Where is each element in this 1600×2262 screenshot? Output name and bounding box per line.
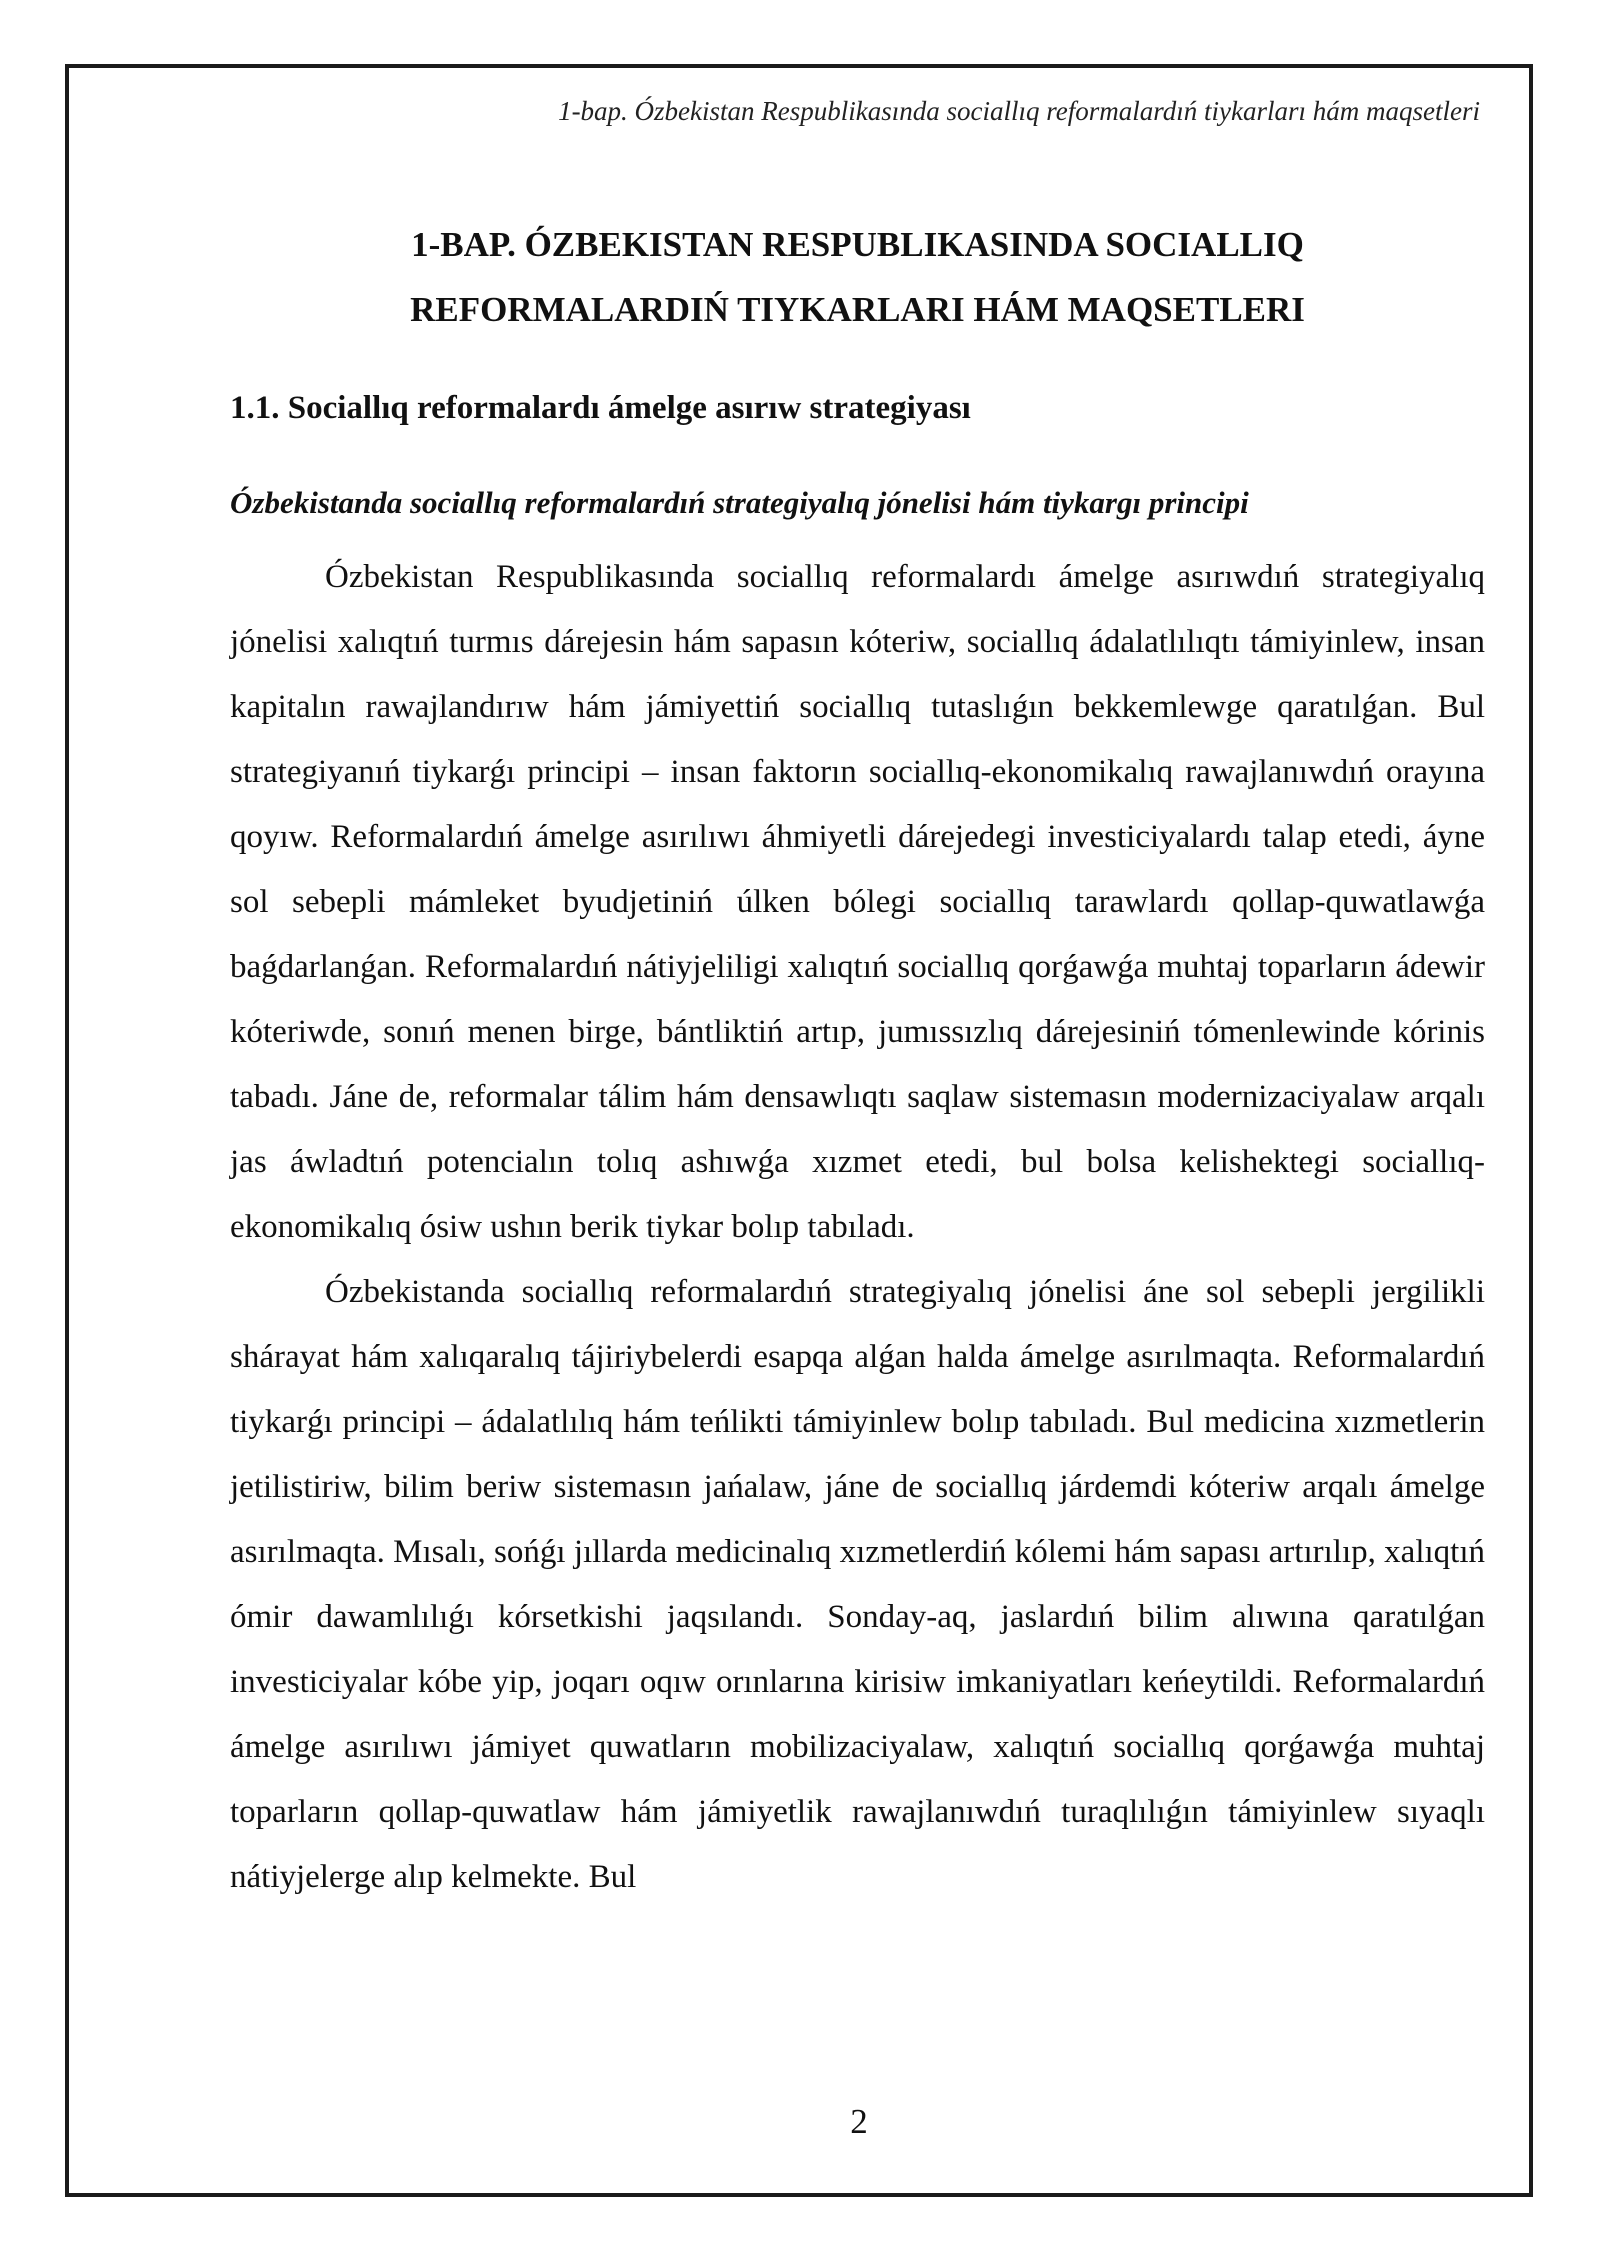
chapter-title-line-1: 1-BAP. ÓZBEKISTAN RESPUBLIKASINDA SOCIALLIQ <box>411 225 1304 264</box>
running-header: 1-bap. Ózbekistan Respublikasında sociallıq reformalardıń tiykarları hám maqsetleri <box>558 96 1480 126</box>
subsection-title: Ózbekistanda sociallıq reformalardıń strategiyalıq jónelisi hám tiykargı principi <box>230 485 1249 520</box>
paragraph: Ózbekistanda sociallıq reformalardıń strategiyalıq jónelisi áne sol sebepli jergilikli shárayat hám xalıqaralıq tájiriybelerdi esapqa alǵan halda ámelge asırılmaqta. Reformalardıń tiykarǵı principi – ádalatlılıq hám teńlikti támiyinlew bolıp tabıladı. Bul medicina xızmetlerin jetilistiriw, bilim beriw sistemasın jańalaw, jáne de sociallıq járdemdi kóteriw arqalı ámelge asırılmaqta. Mısalı, sońǵı jıllarda medicinalıq xızmetlerdiń kólemi hám sapası artırılıp, xalıqtıń ómir dawamlılıǵı kórsetkishi jaqsılandı. Sonday-aq, jaslardıń bilim alıwına qaratılǵan investiciyalar kóbe yip, joqarı oqıw orınlarına kirisiw imkaniyatları keńeytildi. Reformalardıń ámelge asırılıwı jámiyet quwatların mobilizaciyalaw, xalıqtıń sociallıq qorǵawǵa muhtaj toparların qollap-quwatlaw hám jámiyetlik rawajlanıwdıń turaqlılıǵın támiyinlew sıyaqlı nátiyjelerge alıp kelmekte. Bul <box>230 1274 1485 1895</box>
chapter-title <box>230 212 1485 342</box>
body-text <box>230 545 1485 1910</box>
chapter-title-line-2: REFORMALARDIŃ TIYKARLARI HÁM MAQSETLERI <box>410 290 1305 329</box>
page-number: 2 <box>850 2102 868 2141</box>
section-title: 1.1. Sociallıq reformalardı ámelge asırıw strategiyası <box>230 390 971 426</box>
paragraph: Ózbekistan Respublikasında sociallıq reformalardı ámelge asırıwdıń strategiyalıq jónelisi xalıqtıń turmıs dárejesin hám sapasın kóteriw, sociallıq ádalatlılıqtı támiyinlew, insan kapitalın rawajlandırıw hám jámiyettiń sociallıq tutaslıǵın bekkemlewge qaratılǵan. Bul strategiyanıń tiykarǵı principi – insan faktorın sociallıq-ekonomikalıq rawajlanıwdıń orayına qoyıw. Reformalardıń ámelge asırılıwı áhmiyetli dárejedegi investiciyalardı talap etedi, áyne sol sebepli mámleket byudjetiniń úlken bólegi sociallıq tarawlardı qollap-quwatlawǵa baǵdarlanǵan. Reformalardıń nátiyjeliligi xalıqtıń sociallıq qorǵawǵa muhtaj toparların ádewir kóteriwde, sonıń menen birge, bántliktiń artıp, jumıssızlıq dárejesiniń tómenlewinde kórinis tabadı. Jáne de, reformalar tálim hám densawlıqtı saqlaw sistemasın modernizaciyalaw arqalı jas áwladtıń potencialın tolıq ashıwǵa xızmet etedi, bul bolsa kelishektegi sociallıq-ekonomikalıq ósiw ushın berik tiykar bolıp tabıladı. <box>230 559 1485 1245</box>
